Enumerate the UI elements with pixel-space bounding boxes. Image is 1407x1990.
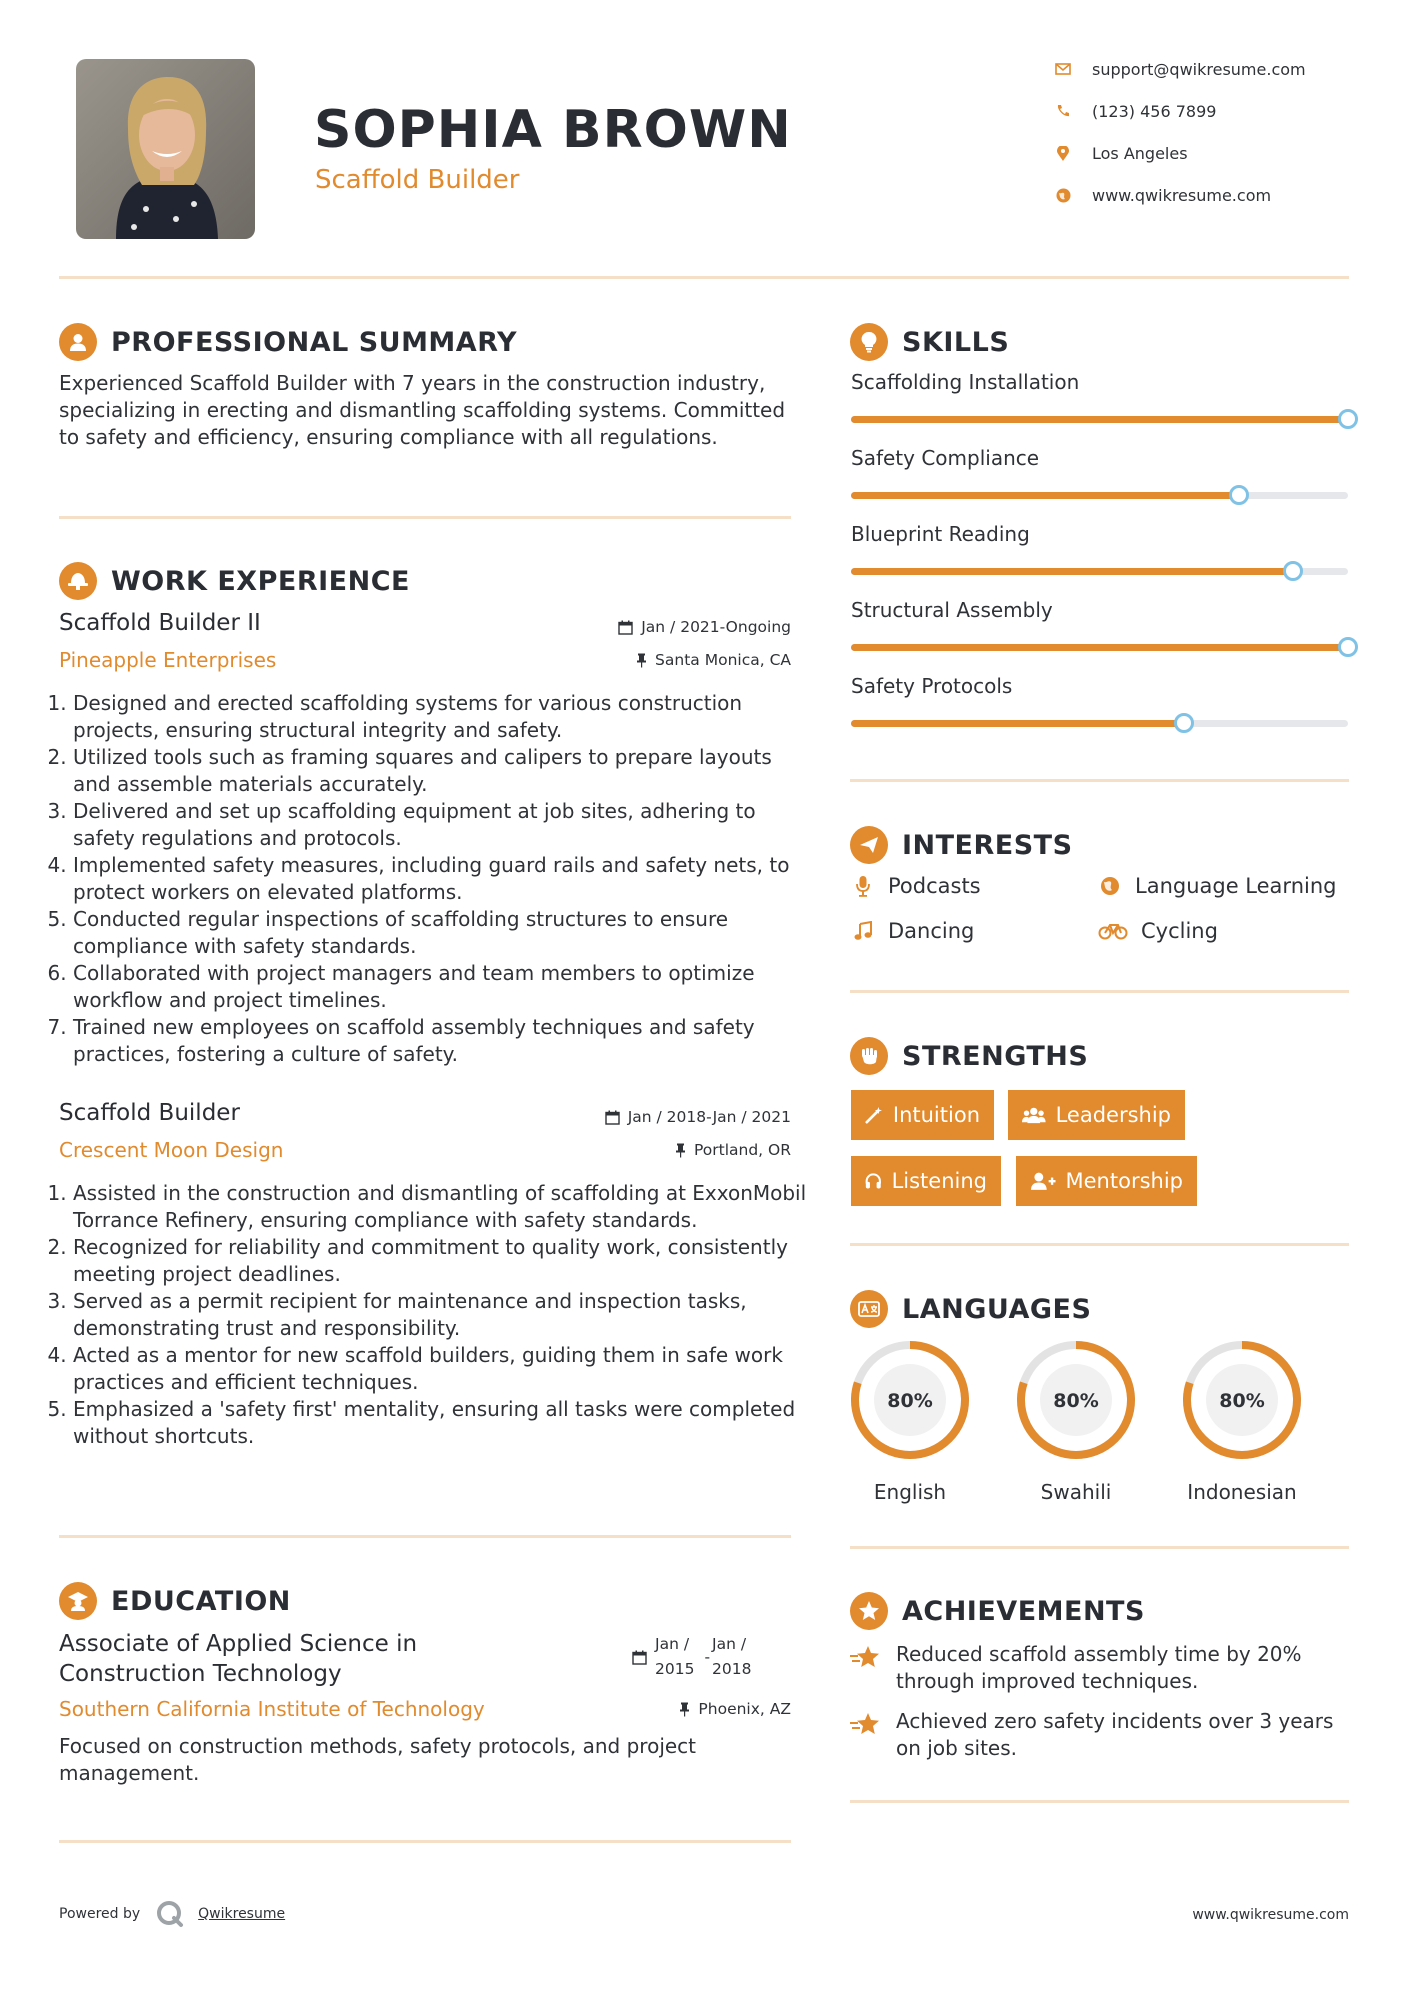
phone-icon [1052, 104, 1074, 118]
skill-bar-track [851, 644, 1348, 651]
qwikresume-link[interactable]: Qwikresume [198, 1906, 286, 1922]
envelope-icon [1052, 63, 1074, 75]
contact-website-text: www.qwikresume.com [1092, 185, 1272, 205]
education-dates: Jan / 2015 - Jan / 2018 [632, 1632, 752, 1682]
lightbulb-icon [850, 323, 888, 361]
achievement-text: Achieved zero safety incidents over 3 years on job sites. [896, 1709, 1334, 1760]
summary-divider [59, 516, 791, 519]
map-pin-icon [1052, 146, 1074, 161]
achievements-divider [850, 1800, 1349, 1803]
list-item: 1. Assisted in the construction and dismantling of scaffolding at ExxonMobil Torrance Refinery, ensuring compliance with safety standards. [73, 1180, 813, 1234]
bicycle-icon [1097, 922, 1129, 940]
language-progress-ring [835, 1336, 985, 1464]
language-percent: 80% [887, 1390, 933, 1412]
skill-bar-fill [851, 644, 1348, 651]
footer-url[interactable]: www.qwikresume.com [1192, 1907, 1349, 1923]
strengths-divider [850, 1243, 1349, 1246]
experience-heading [59, 561, 410, 601]
music-icon [850, 921, 876, 941]
strength-badge [851, 1156, 1001, 1206]
list-item: 7. Trained new employees on scaffold assembly techniques and safety practices, fostering a culture of safety. [73, 1014, 813, 1068]
experience-title: WORK EXPERIENCE [111, 565, 410, 597]
strength-label: Listening [891, 1169, 987, 1193]
candidate-title: Scaffold Builder [315, 165, 520, 195]
globe-icon [1052, 188, 1074, 203]
contact-phone [1052, 98, 1216, 124]
hard-hat-icon [59, 562, 97, 600]
interest-label: Cycling [1141, 919, 1218, 943]
calendar-icon [618, 620, 633, 635]
powered-by-text: Powered by [59, 1906, 141, 1922]
language-item [835, 1336, 985, 1504]
skill-bar-fill [851, 416, 1348, 423]
skill-bar-fill [851, 492, 1239, 499]
interest-label: Dancing [888, 919, 975, 943]
pin-icon [675, 1143, 686, 1158]
skill-bar-track [851, 492, 1348, 499]
job-dates-text: Jan / 2018-Jan / 2021 [627, 1108, 791, 1126]
education-start-year: 2015 [655, 1660, 695, 1678]
achievements-title: ACHIEVEMENTS [902, 1595, 1145, 1627]
skill-bar-knob [1229, 485, 1249, 505]
list-item: 5. Conducted regular inspections of scaffolding structures to ensure compliance with safety standards. [73, 906, 813, 960]
achievement-text: Reduced scaffold assembly time by 20% through improved techniques. [896, 1642, 1302, 1693]
language-name: English [873, 1480, 947, 1504]
skill-label: Structural Assembly [851, 598, 1053, 622]
skill-bar-knob [1338, 409, 1358, 429]
job-title: Scaffold Builder [59, 1100, 240, 1126]
translate-icon [850, 1290, 888, 1328]
job-duties-list [55, 1180, 813, 1450]
graduate-icon [59, 1582, 97, 1620]
education-location [500, 1700, 791, 1718]
list-item: 1. Designed and erected scaffolding systems for various construction projects, ensuring structural integrity and safety. [73, 690, 813, 744]
education-location-text: Phoenix, AZ [698, 1700, 791, 1718]
skill-bar-fill [851, 720, 1184, 727]
users-icon [1022, 1105, 1046, 1125]
calendar-icon [605, 1110, 620, 1125]
education-heading [59, 1581, 291, 1621]
achievements-heading [850, 1591, 1145, 1631]
user-icon [59, 323, 97, 361]
language-progress-ring [1001, 1336, 1151, 1464]
header-divider [59, 276, 1349, 279]
skill-item [851, 446, 1348, 470]
list-item: 6. Collaborated with project managers and team members to optimize workflow and project timelines. [73, 960, 813, 1014]
education-divider [59, 1840, 791, 1843]
summary-title: PROFESSIONAL SUMMARY [111, 326, 518, 358]
strength-label: Intuition [892, 1103, 980, 1127]
star-icon [850, 1641, 884, 1695]
skill-item [851, 370, 1348, 394]
list-item: 3. Served as a permit recipient for maintenance and inspection tasks, demonstrating trust and responsibility. [73, 1288, 813, 1342]
skill-bar-track [851, 568, 1348, 575]
skill-bar-knob [1338, 637, 1358, 657]
achievement-item [850, 1641, 1350, 1695]
skill-bar-fill [851, 568, 1293, 575]
list-item: 4. Implemented safety measures, including guard rails and safety nets, to protect workers on elevated platforms. [73, 852, 813, 906]
skill-bar-knob [1283, 561, 1303, 581]
languages-list [835, 1336, 1355, 1506]
candidate-name: SOPHIA BROWN [314, 100, 792, 160]
education-start-month: Jan / [655, 1635, 690, 1653]
skill-label: Scaffolding Installation [851, 370, 1080, 394]
skills-heading [850, 322, 1009, 362]
qwikresume-logo-icon [154, 1898, 186, 1930]
language-item [1001, 1336, 1151, 1504]
skill-label: Blueprint Reading [851, 522, 1030, 546]
skill-bar-track [851, 720, 1348, 727]
school-name: Southern California Institute of Technology [59, 1697, 485, 1721]
job-location [500, 1141, 791, 1159]
interest-label: Language Learning [1135, 874, 1337, 898]
language-name: Indonesian [1187, 1480, 1297, 1504]
headphones-icon [865, 1171, 882, 1191]
degree-line: Associate of Applied Science in [59, 1631, 418, 1657]
skill-bar-knob [1174, 713, 1194, 733]
languages-title: LANGUAGES [902, 1293, 1092, 1325]
list-item: 5. Emphasized a 'safety first' mentality, ensuring all tasks were completed without shortcuts. [73, 1396, 813, 1450]
job-location [500, 651, 791, 669]
profile-photo [76, 59, 255, 239]
pin-icon [636, 653, 647, 668]
job-location-text: Portland, OR [693, 1141, 791, 1159]
contact-email-text: support@qwikresume.com [1092, 59, 1306, 79]
language-progress-ring [1167, 1336, 1317, 1464]
contact-location [1052, 140, 1188, 166]
skill-item [851, 522, 1348, 546]
strengths-heading [850, 1036, 1088, 1076]
strength-label: Mentorship [1065, 1169, 1183, 1193]
skill-label: Safety Compliance [851, 446, 1040, 470]
degree [59, 1629, 489, 1689]
languages-heading [850, 1289, 1091, 1329]
skills-divider [850, 779, 1349, 782]
fist-icon [850, 1037, 888, 1075]
job-dates-text: Jan / 2021-Ongoing [641, 618, 791, 636]
star-badge-icon [850, 1592, 888, 1630]
achievement-item [850, 1708, 1350, 1762]
list-item: 4. Acted as a mentor for new scaffold builders, guiding them in safe work practices and efficient techniques. [73, 1342, 813, 1396]
job-title: Scaffold Builder II [59, 610, 261, 636]
magic-wand-icon [865, 1105, 883, 1125]
interest-item [850, 919, 974, 943]
list-item: 2. Utilized tools such as framing squares and calipers to prepare layouts and assemble materials accurately. [73, 744, 813, 798]
education-end-month: Jan / [712, 1635, 747, 1653]
interests-divider [850, 990, 1349, 993]
calendar-icon [632, 1650, 647, 1665]
degree-line: Construction Technology [59, 1661, 342, 1687]
strength-badge [851, 1090, 994, 1140]
job-company: Crescent Moon Design [59, 1138, 284, 1162]
job-company: Pineapple Enterprises [59, 648, 277, 672]
strength-badge [1016, 1156, 1197, 1206]
language-name: Swahili [1040, 1480, 1112, 1504]
skill-bar-track [851, 416, 1348, 423]
interest-label: Podcasts [888, 874, 981, 898]
education-title: EDUCATION [111, 1585, 291, 1617]
interests-title: INTERESTS [902, 829, 1073, 861]
paper-plane-icon [850, 826, 888, 864]
skill-item [851, 598, 1348, 622]
language-percent: 80% [1219, 1390, 1265, 1412]
contact-location-text: Los Angeles [1092, 143, 1188, 163]
languages-divider [850, 1546, 1349, 1549]
skills-title: SKILLS [902, 326, 1010, 358]
star-icon [850, 1708, 884, 1762]
globe-icon [1097, 876, 1123, 896]
strength-label: Leadership [1055, 1103, 1171, 1127]
education-description: Focused on construction methods, safety protocols, and project management. [59, 1734, 697, 1785]
skill-label: Safety Protocols [851, 674, 1013, 698]
interest-item [1097, 919, 1218, 943]
summary-text: Experienced Scaffold Builder with 7 years in the construction industry, specializing in erecting and dismantling scaffolding systems. Committed to safety and efficiency, ensuring compliance with all regulations. [59, 371, 786, 449]
education-end-year: 2018 [712, 1660, 752, 1678]
job-dates [500, 1108, 791, 1126]
interest-item [1097, 874, 1336, 898]
language-percent: 80% [1053, 1390, 1099, 1412]
job-duties-list [55, 690, 813, 1068]
job-location-text: Santa Monica, CA [655, 651, 791, 669]
experience-divider [59, 1535, 791, 1538]
microphone-icon [850, 875, 876, 897]
list-item: 3. Delivered and set up scaffolding equipment at job sites, adhering to safety regulations and protocols. [73, 798, 813, 852]
list-item: 2. Recognized for reliability and commitment to quality work, consistently meeting project deadlines. [73, 1234, 813, 1288]
pin-icon [679, 1702, 690, 1717]
strengths-title: STRENGTHS [902, 1040, 1089, 1072]
language-item [1167, 1336, 1317, 1504]
job-dates [500, 618, 791, 636]
summary-heading [59, 322, 517, 362]
user-plus-icon [1030, 1171, 1056, 1191]
contact-email[interactable] [1052, 56, 1306, 82]
contact-phone-text: (123) 456 7899 [1092, 101, 1217, 121]
skill-item [851, 674, 1348, 698]
interest-item [850, 874, 981, 898]
strength-badge [1008, 1090, 1185, 1140]
interests-heading [850, 825, 1073, 865]
contact-website[interactable] [1052, 182, 1271, 208]
footer-brand [59, 1898, 285, 1930]
